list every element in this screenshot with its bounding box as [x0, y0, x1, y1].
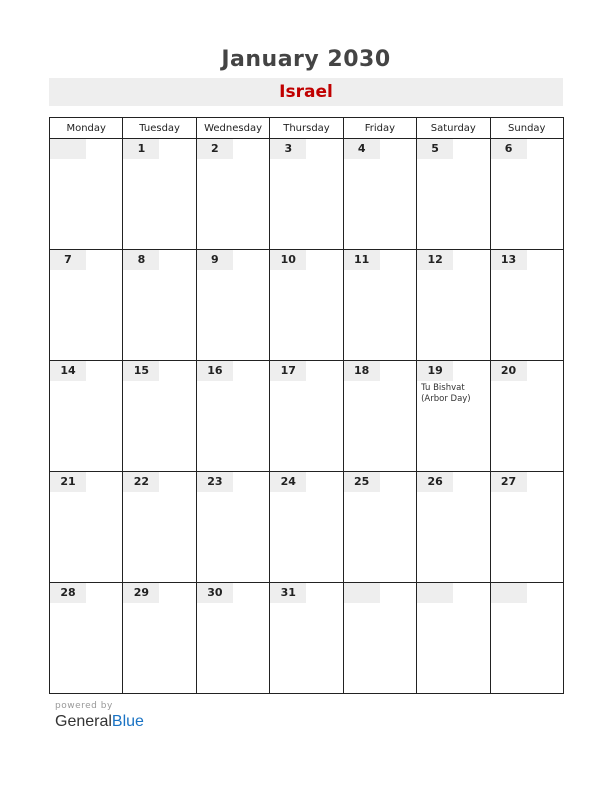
powered-by-text: powered by: [55, 701, 113, 711]
footer: [55, 701, 144, 731]
day-cell[interactable]: [343, 139, 416, 250]
country-label: Israel: [49, 78, 563, 106]
weekday-header: Saturday: [417, 118, 490, 139]
day-number: 10: [270, 250, 306, 270]
day-cell[interactable]: [123, 472, 196, 583]
day-number: 15: [123, 361, 159, 381]
brand-general: General: [55, 713, 112, 730]
day-number: 14: [50, 361, 86, 381]
day-number: 28: [50, 583, 86, 603]
day-cell[interactable]: [270, 361, 343, 472]
day-number: 16: [197, 361, 233, 381]
day-cell[interactable]: [270, 583, 343, 694]
day-number: 9: [197, 250, 233, 270]
day-cell[interactable]: [490, 250, 563, 361]
day-cell[interactable]: [123, 361, 196, 472]
day-cell[interactable]: [490, 139, 563, 250]
week-row: [50, 361, 564, 472]
day-cell[interactable]: [343, 583, 416, 694]
day-cell[interactable]: [196, 472, 269, 583]
day-cell[interactable]: [417, 472, 490, 583]
day-number: 25: [344, 472, 380, 492]
day-cell[interactable]: [196, 583, 269, 694]
day-cell[interactable]: [196, 250, 269, 361]
day-cell[interactable]: [196, 139, 269, 250]
day-number: 3: [270, 139, 306, 159]
day-cell[interactable]: [123, 139, 196, 250]
day-number: 26: [417, 472, 453, 492]
day-number: 31: [270, 583, 306, 603]
day-number: [344, 583, 380, 603]
day-cell[interactable]: [490, 361, 563, 472]
weekday-header: Sunday: [490, 118, 563, 139]
week-row: [50, 250, 564, 361]
day-number: [417, 583, 453, 603]
day-cell[interactable]: [417, 583, 490, 694]
weekday-header: Thursday: [270, 118, 343, 139]
day-cell[interactable]: [417, 361, 490, 472]
day-number: 23: [197, 472, 233, 492]
day-cell[interactable]: [50, 472, 123, 583]
day-cell[interactable]: [490, 472, 563, 583]
day-cell[interactable]: [50, 361, 123, 472]
day-cell[interactable]: [270, 139, 343, 250]
day-cell[interactable]: [50, 139, 123, 250]
day-cell[interactable]: [343, 472, 416, 583]
day-cell[interactable]: [196, 361, 269, 472]
day-number: 22: [123, 472, 159, 492]
day-cell[interactable]: [123, 250, 196, 361]
weekday-header: Friday: [343, 118, 416, 139]
day-number: 4: [344, 139, 380, 159]
day-cell[interactable]: [417, 139, 490, 250]
holiday-event: Tu Bishvat (Arbor Day): [421, 383, 471, 404]
day-number: 11: [344, 250, 380, 270]
day-number: 7: [50, 250, 86, 270]
day-number: 13: [491, 250, 527, 270]
week-row: [50, 583, 564, 694]
day-number: 19: [417, 361, 453, 381]
day-number: 21: [50, 472, 86, 492]
brand-blue: Blue: [111, 713, 144, 730]
day-number: 17: [270, 361, 306, 381]
day-cell[interactable]: [490, 583, 563, 694]
day-cell[interactable]: [270, 472, 343, 583]
day-number: 5: [417, 139, 453, 159]
weekday-header: Wednesday: [196, 118, 269, 139]
day-number: 30: [197, 583, 233, 603]
day-cell[interactable]: [50, 250, 123, 361]
day-number: 24: [270, 472, 306, 492]
day-number: 1: [123, 139, 159, 159]
page-title: January 2030: [221, 47, 391, 72]
day-number: [50, 139, 86, 159]
day-cell[interactable]: [417, 250, 490, 361]
day-number: 12: [417, 250, 453, 270]
day-number: 2: [197, 139, 233, 159]
weekday-header: Monday: [50, 118, 123, 139]
day-number: 20: [491, 361, 527, 381]
day-number: 27: [491, 472, 527, 492]
day-number: 6: [491, 139, 527, 159]
calendar-grid: [49, 117, 564, 694]
generalblue-logo[interactable]: [55, 713, 144, 731]
day-cell[interactable]: [50, 583, 123, 694]
weekday-header-row: [50, 118, 564, 139]
day-number: 18: [344, 361, 380, 381]
day-cell[interactable]: [343, 361, 416, 472]
day-cell[interactable]: [343, 250, 416, 361]
day-number: [491, 583, 527, 603]
day-cell[interactable]: [123, 583, 196, 694]
day-cell[interactable]: [270, 250, 343, 361]
weekday-header: Tuesday: [123, 118, 196, 139]
day-number: 29: [123, 583, 159, 603]
day-number: 8: [123, 250, 159, 270]
week-row: [50, 472, 564, 583]
week-row: [50, 139, 564, 250]
